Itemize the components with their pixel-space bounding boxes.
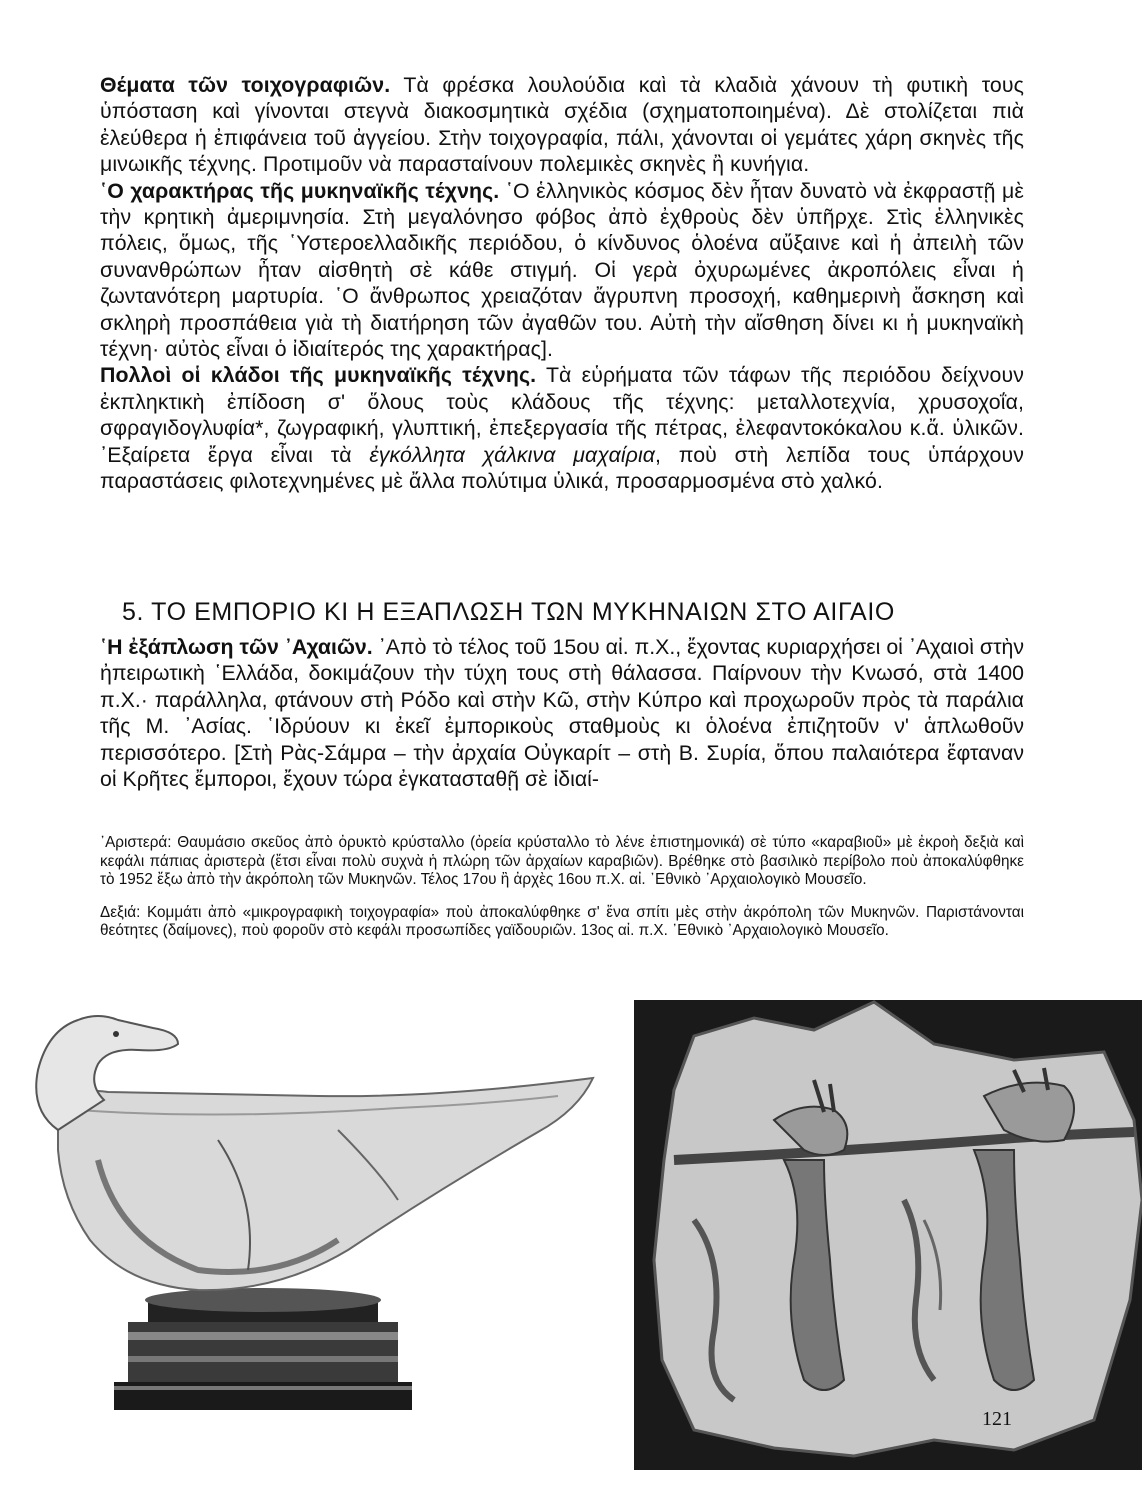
paragraph-heading: ῾Ο χαρακτήρας τῆς μυκηναϊκῆς τέχνης. (100, 178, 500, 203)
paragraph-body: Τὰ εὑρήματα τῶν τάφων τῆς περιόδου δείχνουν ἐκπληκτικὴ ἐπίδοση σ' ὅλους τοὺς κλάδους τῆς τέχνης: μεταλλοτεχνία, χρυσοχοΐα, σφραγιδογλυφία*, ζωγραφική, γλυπτική, ἐπεξεργασία τῆς πέτρας, ἐλεφαντοκόκαλου κ.ἄ. ὑλικῶν. ᾿Εξαίρετα ἔργα εἶναι τὰ (100, 363, 1024, 467)
section-title: 5. ΤΟ ΕΜΠΟΡΙΟ ΚΙ Η ΕΞΑΠΛΩΣΗ ΤΩΝ ΜΥΚΗΝΑΙΩΝ ΣΤΟ ΑΙΓΑΙΟ (122, 598, 895, 626)
main-text (100, 72, 1024, 495)
paragraph-body: ῾Ο ἑλληνικὸς κόσμος δὲν ἦταν δυνατὸ νὰ ἐκφραστῇ μὲ τὴν κρητικὴ ἀμεριμνησία. Στὴ μεγαλόνησο φόβος ἀπὸ ἐχθροὺς δὲν ὑπῆρχε. Στὶς ἑλληνικὲς πόλεις, ὅμως, τῆς ῾Υστεροελλαδικῆς περιόδου, ὁ κίνδυνος ὁλοένα αὔξαινε καὶ ἡ ἀπειλὴ τῶν συνανθρώπων ἦταν αἰσθητὴ σὲ κάθε στιγμή. Οἱ γερὰ ὀχυρωμένες ἀκροπόλεις εἶναι ἡ ζωντανότερη μαρτυρία. ῾Ο ἄνθρωπος χρειαζόταν ἄγρυπνη προσοχή, καθημερινὴ ἄσκηση καὶ σκληρὴ προσπάθεια γιὰ τὴ διατήρηση τῶν ἀγαθῶν του. Αὐτὴ τὴν αἴσθηση δίνει κι ἡ μυκηναϊκὴ τέχνη· αὐτὸς εἶναι ὁ ἰδιαίτερός της χαρακτήρας]. (100, 178, 1024, 362)
paragraph-character (100, 178, 1024, 363)
paragraph-heading: Πολλοὶ οἱ κλάδοι τῆς μυκηναϊκῆς τέχνης. (100, 363, 537, 388)
section-text (100, 634, 1024, 792)
crystal-vessel-photo (18, 1000, 608, 1440)
caption-left: ᾿Αριστερά: Θαυμάσιο σκεῦος ἀπὸ ὀρυκτὸ κρύσταλλο (ὀρεία κρύσταλλο τὸ λένε ἐπιστημονικά) σὲ τύπο «καραβιοῦ» μὲ ἐκροὴ δεξιὰ καὶ κεφάλι πάπιας ἀριστερὰ (ἔτσι εἶναι πολὺ συχνὰ ἡ πλώρη τῶν ἀρχαίων καραβιῶν). Βρέθηκε στὸ βασιλικὸ περίβολο ποὺ ἀποκαλύφθηκε τὸ 1952 ἔξω ἀπὸ τὴν ἀκρόπολη τῶν Μυκηνῶν. Τέλος 17ου ἢ ἀρχὲς 16ου π.Χ. αἰ. ᾿Εθνικὸ ᾿Αρχαιολογικὸ Μουσεῖο. (100, 834, 1024, 889)
paragraph-branches (100, 362, 1024, 494)
paragraph-expansion (100, 634, 1024, 792)
paragraph-body: ᾿Απὸ τὸ τέλος τοῦ 15ου αἰ. π.Χ., ἔχοντας κυριαρχήσει οἱ ᾿Αχαιοὶ στὴν ἠπειρωτικὴ ῾Ελλάδα, δοκιμάζουν τὴν τύχη τους στὴ θάλασσα. Παίρνουν τὴν Κνωσό, στὰ 1400 π.Χ.· παράλληλα, φτάνουν στὴ Ρόδο καὶ στὴν Κῶ, στὴν Κύπρο καὶ προχωροῦν πρὸς τὰ παράλια τῆς Μ. ᾿Ασίας. ῾Ιδρύουν κι ἐκεῖ ἐμπορικοὺς σταθμοὺς κι ὁλοένα ἐπιζητοῦν ν' ἁπλωθοῦν περισσότερο. [Στὴ Ρὰς-Σάμρα – τὴν ἀρχαία Οὐγκαρίτ – στὴ Β. Συρία, ὅπου παλαιότερα ἔφταναν οἱ Κρῆτες ἔμποροι, ἔχουν τώρα ἐγκατασταθῇ σὲ ἰδιαί- (100, 635, 1024, 792)
paragraph-fresco-themes (100, 72, 1024, 178)
captions (100, 834, 1024, 955)
paragraph-heading: ῾Η ἐξάπλωση τῶν ᾿Αχαιῶν. (100, 635, 373, 659)
caption-right: Δεξιά: Κομμάτι ἀπὸ «μικρογραφικὴ τοιχογραφία» ποὺ ἀποκαλύφθηκε σ' ἕνα σπίτι μὲς στὴν ἀκρόπολη τῶν Μυκηνῶν. Παριστάνονται θεότητες (δαίμονες), ποὺ φοροῦν στὸ κεφάλι προσωπίδες γαϊδουριῶν. 13ος αἰ. π.Χ. ᾿Εθνικὸ ᾿Αρχαιολογικὸ Μουσεῖο. (100, 903, 1024, 940)
paragraph-heading: Θέματα τῶν τοιχογραφιῶν. (100, 73, 391, 97)
paragraph-body: Τὰ φρέσκα λουλούδια καὶ τὰ κλαδιὰ χάνουν τὴ φυτικὴ τους ὑπόσταση καὶ γίνονται στεγνὰ διακοσμητικὰ σχέδια (σχηματοποιημένα). Δὲ στολίζεται πιὰ ἐλεύθερα ἡ ἐπιφάνεια τοῦ ἀγγείου. Στὴν τοιχογραφία, πάλι, χάνονται οἱ γεμάτες χάρη σκηνὲς τῆς μινωικῆς τέχνης. Προτιμοῦν νὰ παρασταίνουν πολεμικὲς σκηνὲς ἢ κυνήγια. (100, 73, 1024, 177)
fresco-fragment-photo (634, 1000, 1142, 1470)
paragraph-italic: ἐγκόλλητα χάλκινα μαχαίρια (369, 442, 656, 467)
paragraph-body-tail: , ποὺ στὴ λεπίδα τους ὑπάρχουν παραστάσεις φιλοτεχνημένες μὲ ἄλλα πολύτιμα ὑλικά, προσαρμοσμένα στὸ χαλκό. (100, 442, 1024, 494)
page-number: 121 (982, 1408, 1012, 1430)
